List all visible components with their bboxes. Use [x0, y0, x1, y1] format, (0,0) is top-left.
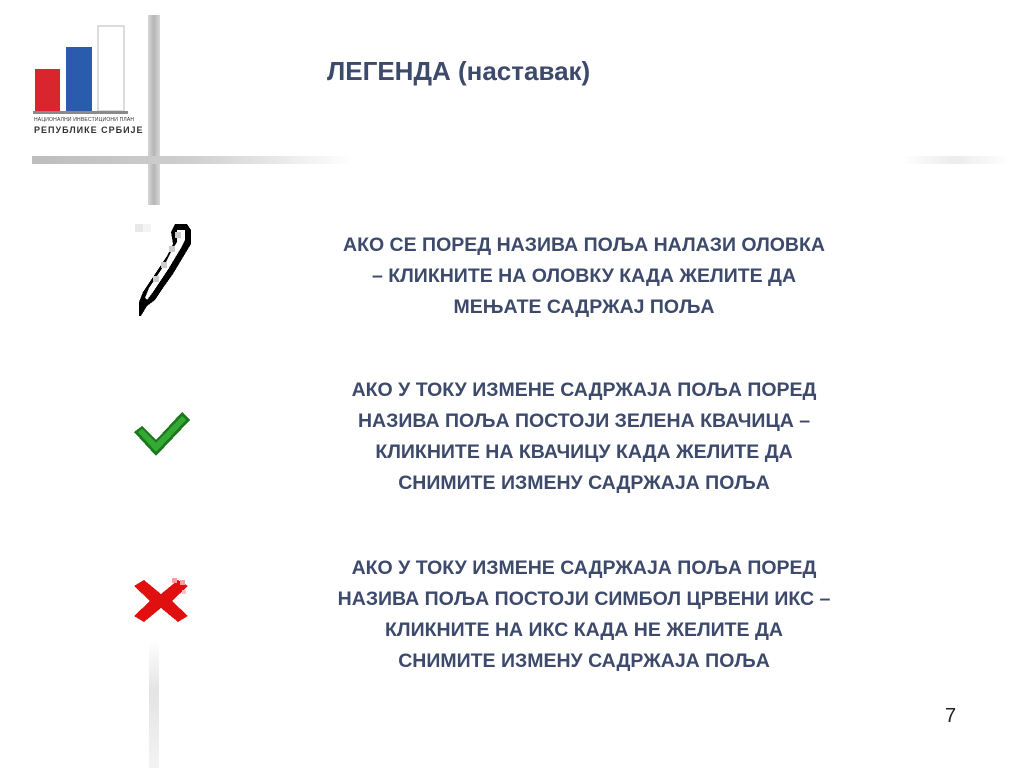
red-x-icon — [132, 578, 190, 624]
logo-caption-small: НАЦИОНАЛНИ ИНВЕСТИЦИОНИ ПЛАН — [34, 117, 135, 123]
legend-line: СНИМИТЕ ИЗМЕНУ САДРЖАЈА ПОЉА — [398, 650, 770, 672]
decorative-vertical-line — [148, 15, 160, 205]
logo-blue-bar — [66, 47, 92, 111]
legend-line: КЛИКНИТЕ НА КВАЧИЦУ КАДА ЖЕЛИТЕ ДА — [375, 441, 793, 463]
legend-text-check — [244, 375, 924, 499]
legend-line: АКО У ТОКУ ИЗМЕНЕ САДРЖАЈА ПОЉА ПОРЕД — [351, 379, 817, 401]
legend-text-pencil — [244, 230, 924, 323]
legend-line: КЛИКНИТЕ НА ИКС КАДА НЕ ЖЕЛИТЕ ДА — [385, 619, 783, 641]
green-check-icon — [132, 410, 192, 458]
decorative-horizontal-line — [32, 156, 352, 164]
legend-line: НАЗИВА ПОЉА ПОСТОЈИ СИМБОЛ ЦРВЕНИ ИКС – — [337, 588, 831, 610]
page-title: ЛЕГЕНДА (наставак) — [327, 56, 591, 86]
page-number: 7 — [945, 705, 957, 727]
legend-line: АКО У ТОКУ ИЗМЕНЕ САДРЖАЈА ПОЉА ПОРЕД — [351, 557, 817, 579]
logo-white-bar — [98, 26, 124, 111]
legend-line: НАЗИВА ПОЉА ПОСТОЈИ ЗЕЛЕНА КВАЧИЦА – — [357, 410, 811, 432]
legend-line: СНИМИТЕ ИЗМЕНУ САДРЖАЈА ПОЉА — [398, 472, 770, 494]
decorative-horizontal-line-right — [900, 156, 1010, 164]
legend-line: АКО СЕ ПОРЕД НАЗИВА ПОЉА НАЛАЗИ ОЛОВКА — [342, 234, 825, 256]
legend-line: МЕЊАТЕ САДРЖАЈ ПОЉА — [453, 296, 715, 318]
pencil-icon — [135, 222, 193, 318]
logo-caption: РЕПУБЛИКЕ СРБИЈЕ — [34, 125, 144, 135]
decorative-vertical-line-lower — [149, 640, 159, 768]
logo-baseline — [33, 111, 128, 114]
legend-line: – КЛИКНИТЕ НА ОЛОВКУ КАДА ЖЕЛИТЕ ДА — [371, 265, 797, 287]
logo-red-bar — [35, 69, 60, 111]
legend-text-cross — [244, 553, 924, 677]
